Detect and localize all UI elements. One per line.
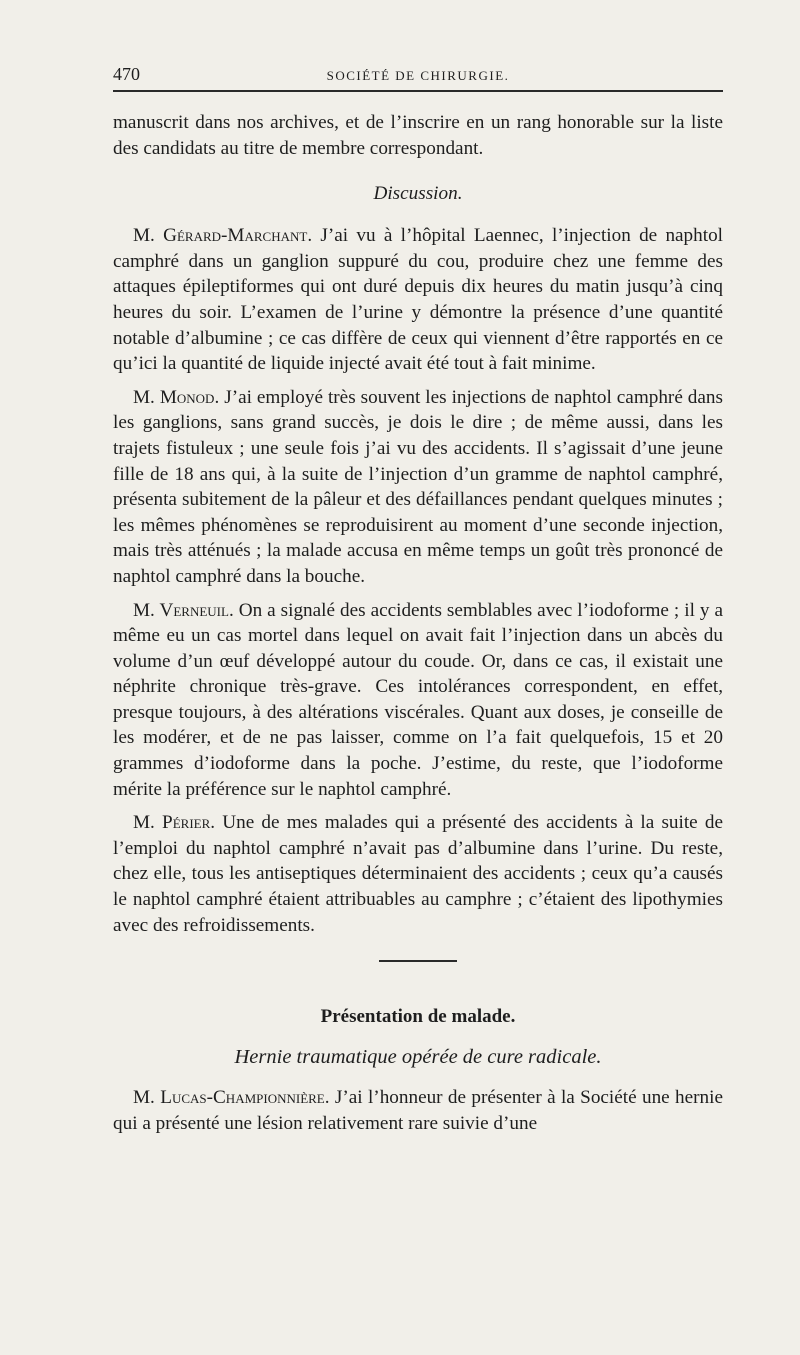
page-number: 470 <box>113 64 140 84</box>
book-page <box>113 62 723 1136</box>
section-title: Présentation de malade. <box>320 1006 516 1028</box>
paragraph-monod <box>113 385 723 590</box>
speaker-name: M. Lucas-Championnière. <box>133 1087 330 1109</box>
paragraph-text: On a signalé des accidents semblables avec l’iodoforme ; il y a même eu un cas mortel dans lequel on avait fait l’injection dans un abcès du volume d’un œuf développé autour du coude. Or, dans ce cas, il existait une néphrite chronique très-grave. Ces intolérances correspondent, en effet, presque toujours, à des altérations viscérales. Quant aux doses, je conseille de les modérer, et de ne pas laisser, comme on l’a fait quelquefois, 15 et 20 grammes d’iodoforme dans la poche. J’estime, du reste, que l’iodoforme mérite la préférence sur le naphtol camphré. <box>113 599 723 800</box>
intro-paragraph: manuscrit dans nos archives, et de l’inscrire en un rang honorable sur la liste des candidats au titre de membre correspondant. <box>113 112 723 159</box>
paragraph-perier <box>113 810 723 938</box>
section-divider <box>379 960 457 962</box>
paragraph-text: Une de mes malades qui a présenté des accidents à la suite de l’emploi du naphtol camphré n’avait pas d’albumine dans l’urine. Du reste, chez elle, tous les antiseptiques déterminaient des accidents ; ceux qu’a causés le naphtol camphré étaient attribuables au camphre ; c’étaient des lipothymies avec des refroidissements. <box>113 812 723 936</box>
running-header <box>113 62 723 92</box>
paragraph-text: J’ai employé très souvent les injections de naphtol camphré dans les ganglions, sans grand succès, je dois le dire ; de même aussi, dans les trajets fistuleux ; une seule fois j’ai vu des accidents. Il s’agissait d’une jeune fille de 18 ans qui, à la suite de l’injection d’un gramme de naphtol camphré, présenta subitement de la pâleur et des défaillances pendant quelques minutes ; les mêmes phénomènes se reproduisirent au moment d’une seconde injection, mais très atténués ; la malade accusa en même temps un goût très prononcé de naphtol camphré dans la bouche. <box>113 386 723 587</box>
speaker-name: M. Périer. <box>133 812 216 834</box>
speaker-name: M. Verneuil. <box>133 599 234 621</box>
paragraph-verneuil <box>113 598 723 803</box>
subsection-title: Hernie traumatique opérée de cure radicale. <box>234 1046 602 1069</box>
paragraph-lucas-championniere <box>113 1085 723 1136</box>
speaker-name: M. Gérard-Marchant. <box>133 225 313 247</box>
discussion-heading: Discussion. <box>373 183 463 205</box>
paragraph-text: J’ai vu à l’hôpital Laennec, l’injection de naphtol camphré dans un ganglion suppuré du cou, produire chez une femme des attaques épileptiformes qui ont duré depuis dix heures du matin jusqu’à cinq heures du soir. L’examen de l’urine y démontre la présence d’une quantité notable d’albumine ; ce cas diffère de ceux qui viennent d’être rapportés en ce qu’ici la quantité de liquide injecté avait été tout à fait minime. <box>113 225 724 375</box>
running-title: SOCIÉTÉ DE CHIRURGIE. <box>326 68 510 83</box>
paragraph-text: J’ai l’honneur de présenter à la Société une hernie qui a présenté une lésion relativement rare suivie d’une <box>113 1087 723 1134</box>
paragraph-gerard-marchant <box>113 223 723 377</box>
speaker-name: M. Monod. <box>133 386 220 408</box>
